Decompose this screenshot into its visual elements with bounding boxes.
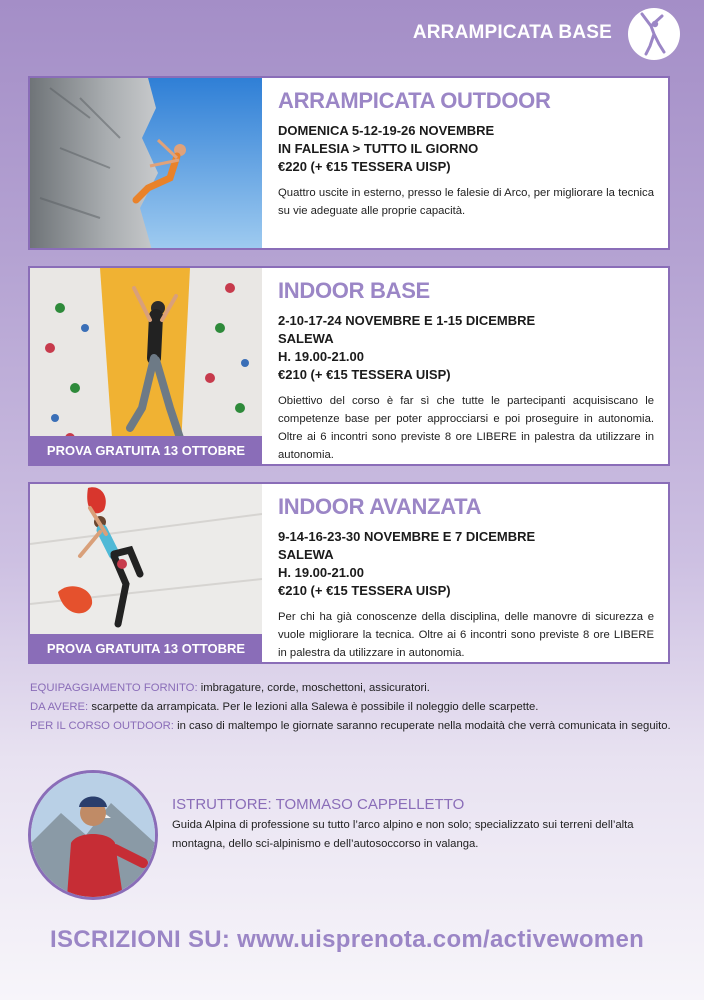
course-description: Per chi ha già conoscenze della disciplina, delle manovre di sicurezza e vuole migliorare la tecnica. Oltre ai 6 incontri sono previste 8 ore LIBERE in palestra da utilizzare in autonomia.: [278, 611, 654, 659]
bring-note: [30, 698, 674, 717]
free-trial-badge: PROVA GRATUITA 13 OTTOBRE: [30, 634, 262, 662]
course-description: Quattro uscite in esterno, presso le falesie di Arco, per migliorare la tecnica su vie adeguate alle proprie capacità.: [278, 187, 654, 217]
course-dates: DOMENICA 5-12-19-26 NOVEMBRE: [278, 123, 495, 138]
course-card-outdoor: [28, 76, 670, 250]
course-time: H. 19.00-21.00: [278, 349, 365, 364]
bring-text: scarpette da arrampicata. Per le lezioni alla Salewa è possibile il noleggio delle scarpette.: [88, 701, 539, 713]
instructor-photo: [28, 770, 158, 900]
instructor-name: ISTRUTTORE: TOMMASO CAPPELLETTO: [172, 796, 465, 813]
outdoor-label: PER IL CORSO OUTDOOR:: [30, 720, 174, 732]
outdoor-text: in caso di maltempo le giornate saranno recuperate nella modaità che verrà comunicata in seguito.: [173, 720, 671, 732]
course-title: INDOOR AVANZATA: [278, 494, 482, 519]
course-card-indoor-advanced: [28, 482, 670, 664]
equipment-label: EQUIPAGGIAMENTO FORNITO:: [30, 682, 198, 694]
page-header-title: ARRAMPICATA BASE: [412, 22, 612, 43]
course-title: ARRAMPICATA OUTDOOR: [278, 88, 551, 113]
course-time: H. 19.00-21.00: [278, 565, 365, 580]
course-dates: 2-10-17-24 NOVEMBRE E 1-15 DICEMBRE: [278, 313, 536, 328]
climber-logo: [628, 8, 680, 60]
outdoor-note: [30, 717, 674, 736]
course-price: €210 (+ €15 TESSERA UISP): [278, 583, 451, 598]
course-card-indoor-base: [28, 266, 670, 466]
course-location: SALEWA: [278, 331, 334, 346]
course-dates: 9-14-16-23-30 NOVEMBRE E 7 DICEMBRE: [278, 529, 536, 544]
bring-label: DA AVERE:: [30, 701, 89, 713]
course-description: Obiettivo del corso è far sì che tutte le partecipanti acquisiscano le competenze base per poter approcciarsi e poi proseguire in autonomia. Oltre ai 6 incontri sono previste 8 ore LIBERE in palestra da utilizzare in autonomia.: [278, 395, 654, 461]
equipment-text: imbragature, corde, moschettoni, assicuratori.: [197, 682, 430, 694]
equipment-note: [30, 679, 674, 698]
instructor-description: Guida Alpina di professione su tutto l’arco alpino e non solo; specializzato sui terreni dell’alta montagna, dello sci-alpinismo e dell’autosoccorso in valanga.: [172, 819, 634, 850]
climber-icon: [634, 12, 674, 56]
course-location: SALEWA: [278, 547, 334, 562]
registration-link[interactable]: ISCRIZIONI SU: www.uisprenota.com/activewomen: [50, 926, 645, 953]
outdoor-climbing-photo: [30, 78, 262, 248]
course-price: €210 (+ €15 TESSERA UISP): [278, 367, 451, 382]
course-title: INDOOR BASE: [278, 278, 430, 303]
course-price: €220 (+ €15 TESSERA UISP): [278, 159, 451, 174]
course-notes: [30, 679, 674, 736]
indoor-base-photo: [30, 268, 262, 464]
course-location: IN FALESIA > TUTTO IL GIORNO: [278, 141, 479, 156]
free-trial-badge: PROVA GRATUITA 13 OTTOBRE: [30, 436, 262, 464]
